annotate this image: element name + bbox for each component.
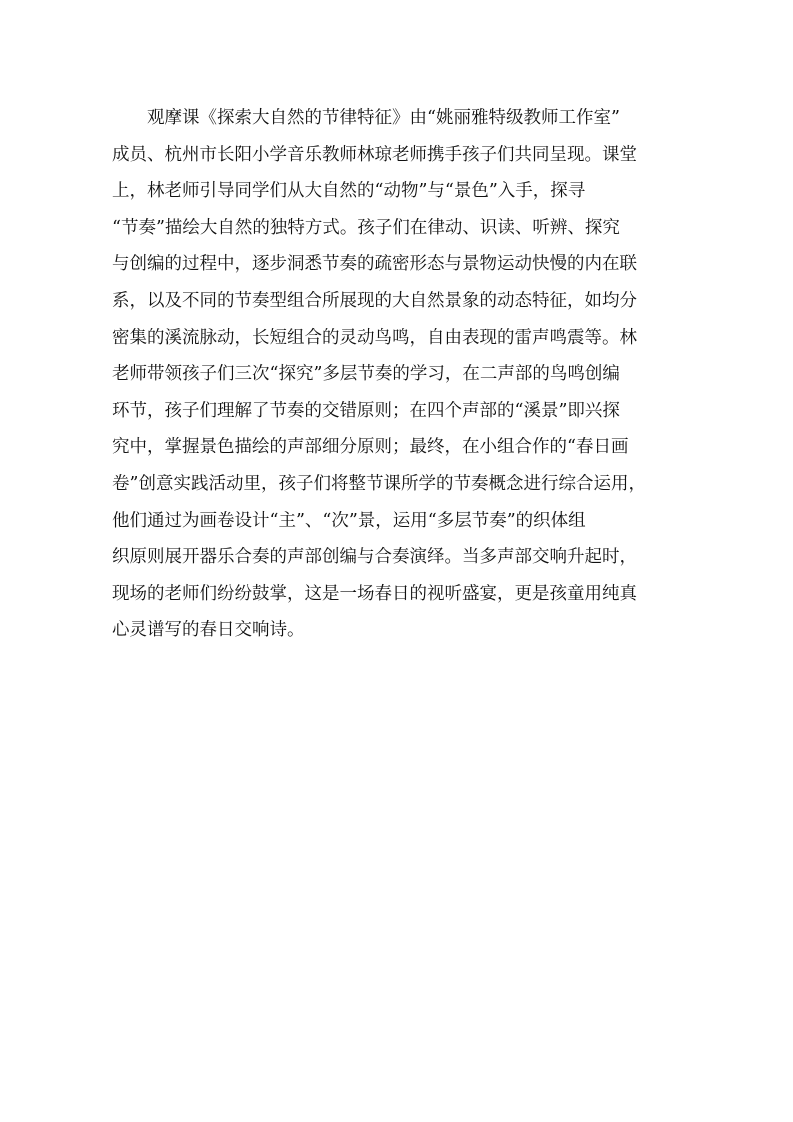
paragraph-line-5: 与创编的过程中，逐步洞悉节奏的疏密形态与景物运动快慢的内在联 bbox=[112, 254, 637, 275]
paragraph-line-7: 密集的溪流脉动，长短组合的灵动鸟鸣，自由表现的雷声鸣震等。林 bbox=[112, 327, 637, 348]
paragraph-line-4: “节奏”描绘大自然的独特方式。孩子们在律动、识读、听辨、探究 bbox=[112, 217, 620, 238]
paragraph-line-13: 织原则展开器乐合奏的声部创编与合奏演绎。当多声部交响升起时， bbox=[112, 547, 637, 568]
body-paragraph bbox=[112, 100, 702, 649]
paragraph-line-10: 究中，掌握景色描绘的声部细分原则；最终，在小组合作的“春日画 bbox=[112, 437, 629, 458]
paragraph-line-6: 系，以及不同的节奏型组合所展现的大自然景象的动态特征，如均分 bbox=[112, 290, 637, 311]
paragraph-line-15: 心灵谱写的春日交响诗。 bbox=[112, 620, 305, 641]
paragraph-line-12: 他们通过为画卷设计“主”、“次”景，运用“多层节奏”的织体组 bbox=[112, 510, 586, 531]
paragraph-line-14: 现场的老师们纷纷鼓掌，这是一场春日的视听盛宴，更是孩童用纯真 bbox=[112, 583, 637, 604]
paragraph-line-8: 老师带领孩子们三次“探究”多层节奏的学习，在二声部的鸟鸣创编 bbox=[112, 364, 620, 385]
paragraph-line-9: 环节，孩子们理解了节奏的交错原则；在四个声部的“溪景”即兴探 bbox=[112, 400, 620, 421]
paragraph-line-3: 上，林老师引导同学们从大自然的“动物”与“景色”入手，探寻 bbox=[112, 181, 586, 202]
paragraph-line-1: 观摩课《探索大自然的节律特征》由“姚丽雅特级教师工作室” bbox=[147, 108, 620, 128]
paragraph-line-2: 成员、杭州市长阳小学音乐教师林琼老师携手孩子们共同呈现。课堂 bbox=[112, 144, 637, 165]
paragraph-line-11: 卷”创意实践活动里，孩子们将整节课所学的节奏概念进行综合运用， bbox=[112, 473, 646, 494]
